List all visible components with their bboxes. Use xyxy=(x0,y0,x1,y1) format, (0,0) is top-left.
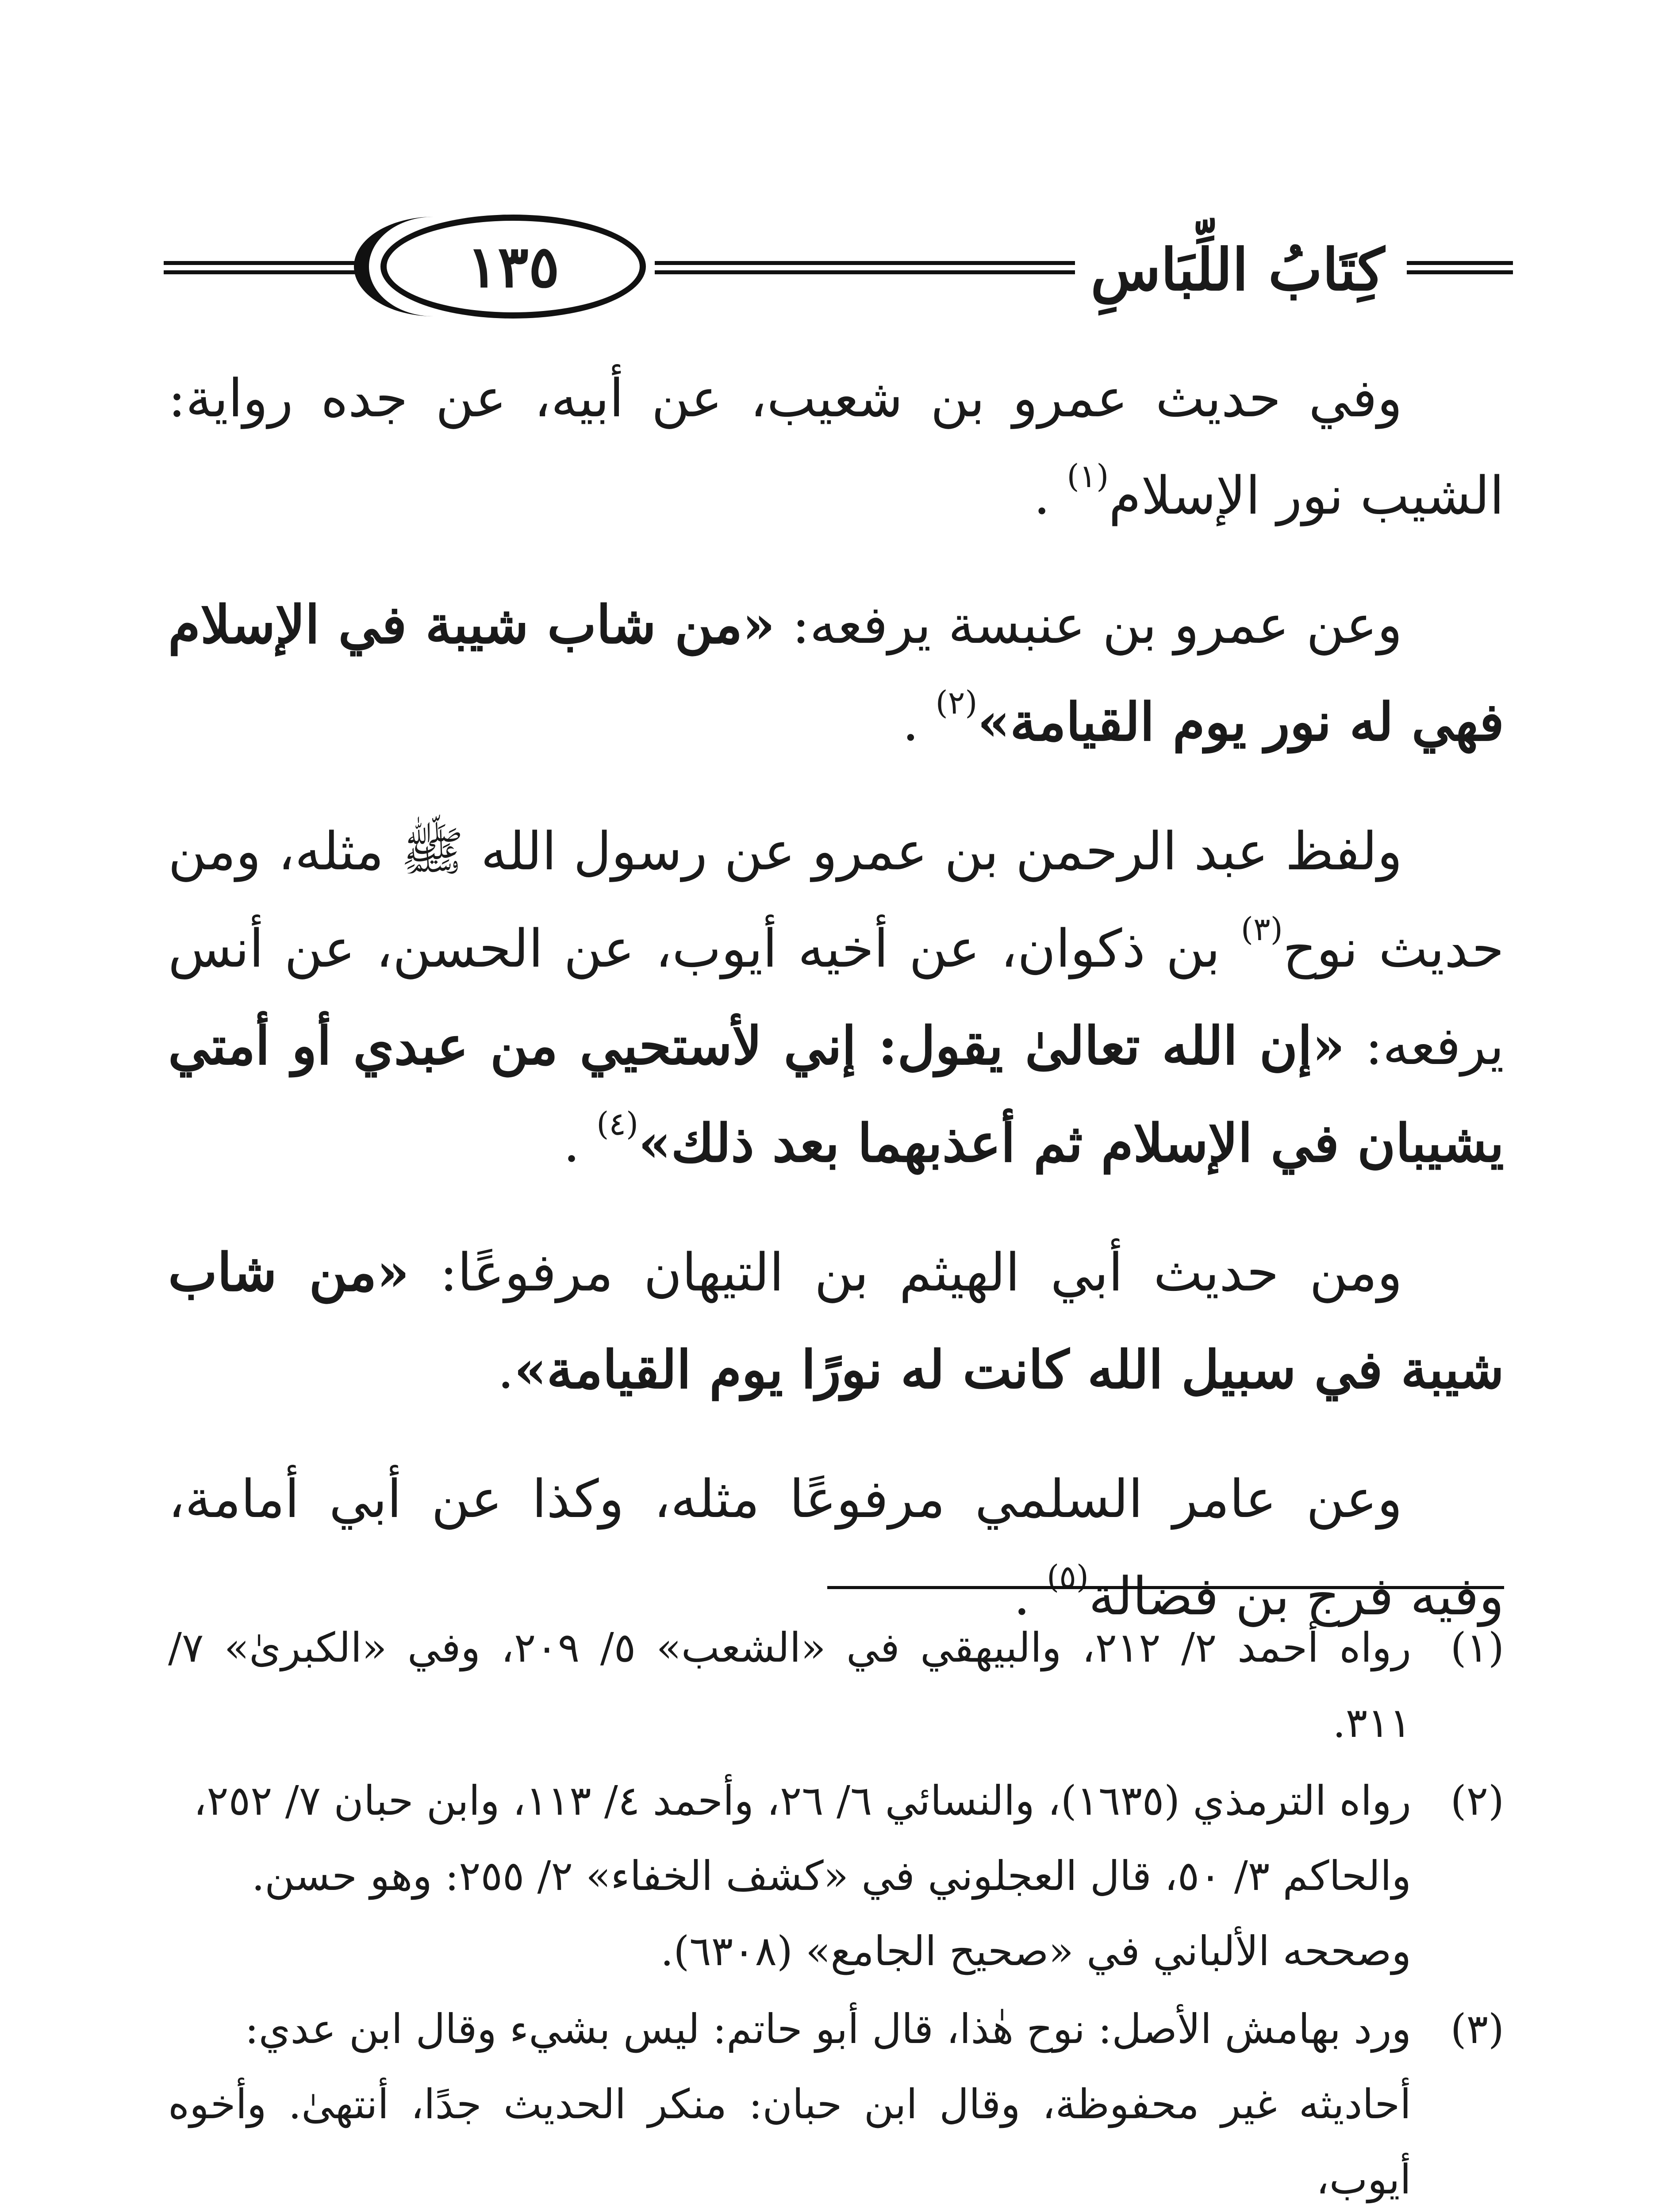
main-text xyxy=(168,349,1504,1677)
paragraph-2 xyxy=(168,576,1504,771)
paragraph-text: وفي حديث عمرو بن شعيب، عن أبيه، عن جده رواية: الشيب نور الإسلام xyxy=(168,368,1504,526)
footnote-line: والحاكم ٣/ ٥٠، قال العجلوني في «كشف الخفاء» ٢/ ٢٥٥: وهو حسن. xyxy=(251,1852,1411,1900)
running-title: كِتَابُ اللِّبَاسِ xyxy=(1090,236,1385,303)
footnote-ref[interactable]: (٢) xyxy=(935,684,978,721)
header-rule-middle xyxy=(655,261,1075,274)
paragraph-1 xyxy=(168,349,1504,544)
header-rule-right xyxy=(1407,261,1513,274)
footnote-ref[interactable]: (١) xyxy=(1067,457,1109,495)
paragraph-end: . xyxy=(1014,1566,1030,1627)
paragraph-end: . xyxy=(497,1339,514,1400)
paragraph-lead: وعن عمرو بن عنبسة يرفعه: xyxy=(775,594,1402,655)
footnote-ref[interactable]: (٤) xyxy=(596,1105,639,1142)
footnote-ref[interactable]: (٥) xyxy=(1047,1558,1089,1595)
footnote-2 xyxy=(168,1763,1504,1989)
paragraph-end: . xyxy=(902,691,919,753)
hadith-quote: «من شاب شيبة في الإسلام فهي له نور يوم القيامة» xyxy=(168,594,1504,753)
footnote-line: وصححه الألباني في «صحيح الجامع» (٦٣٠٨). xyxy=(660,1928,1411,1975)
paragraph-text: وعن عامر السلمي مرفوعًا مثله، وكذا عن أبي أمامة، وفيه فرج بن فضالة xyxy=(168,1468,1504,1627)
page-number: ١٣٥ xyxy=(380,215,646,319)
paragraph-end: . xyxy=(563,1113,580,1174)
footnote-line: ورد بهامش الأصل: نوح هٰذا، قال أبو حاتم: ليس بشيء وقال ابن عدي: xyxy=(245,2005,1411,2053)
footnote-ref[interactable]: (٣) xyxy=(1240,910,1283,948)
footnote-text xyxy=(168,1610,1411,1761)
hadith-quote: «إن الله تعالىٰ يقول: إني لأستحيي من عبدي أو أمتي يشيبان في الإسلام ثم أعذبهما بعد ذلك» xyxy=(168,1015,1504,1174)
footnote-number: (١) xyxy=(1450,1624,1504,1671)
footnote-text xyxy=(168,1992,1411,2212)
footnote-number: (٢) xyxy=(1450,1777,1504,1824)
footnote-line: رواه الترمذي (١٦٣٥)، والنسائي ٦/ ٢٦، وأحمد ٤/ ١١٣، وابن حبان ٧/ ٢٥٢، xyxy=(193,1777,1411,1824)
paragraph-lead: ولفظ عبد الرحمن بن عمرو عن رسول الله ﷺ مثله، ومن حديث نوح xyxy=(168,821,1504,979)
paragraph-3 xyxy=(168,803,1504,1192)
footnote-line: أحاديثه غير محفوظة، وقال ابن حبان: منكر الحديث جدًا، أنتهىٰ. وأخوه أيوب، xyxy=(168,2081,1411,2203)
footnote-text xyxy=(168,1763,1411,1989)
paragraph-4 xyxy=(168,1224,1504,1418)
paragraph-lead-2: بن ذكوان، عن أخيه أيوب، عن الحسن، عن أنس يرفعه: xyxy=(168,918,1505,1076)
footnote-separator xyxy=(827,1586,1504,1589)
footnote-line: رواه أحمد ٢/ ٢١٢، والبيهقي في «الشعب» ٥/ ٢٠٩، وفي «الكبرىٰ» ٧/ ٣١١. xyxy=(168,1624,1411,1747)
footnotes xyxy=(168,1610,1504,2212)
page-number-ornament xyxy=(354,215,655,321)
page-header xyxy=(164,195,1513,341)
footnote-3 xyxy=(168,1992,1504,2212)
footnote-1 xyxy=(168,1610,1504,1761)
paragraph-end: . xyxy=(1033,465,1050,526)
paragraph-lead: ومن حديث أبي الهيثم بن التيهان مرفوعًا: xyxy=(409,1242,1402,1303)
header-rule-left xyxy=(164,261,358,274)
hadith-quote: «من شاب شيبة في سبيل الله كانت له نورًا يوم القيامة» xyxy=(168,1241,1504,1400)
footnote-number: (٣) xyxy=(1450,2005,1504,2053)
